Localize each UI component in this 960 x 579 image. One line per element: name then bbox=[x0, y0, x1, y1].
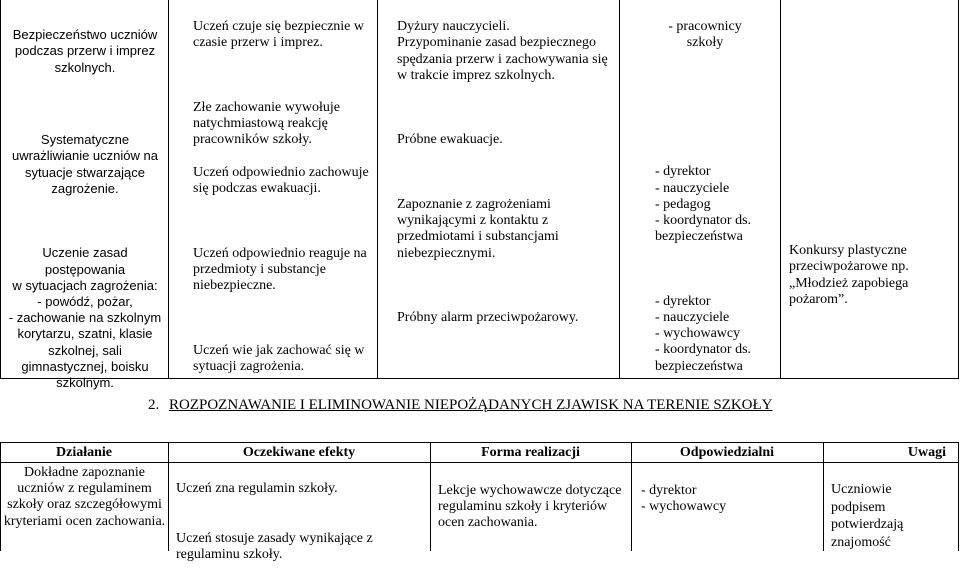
bottom-table-top bbox=[0, 442, 959, 443]
header-dzialanie: Działanie bbox=[56, 445, 112, 460]
col2-p3: Uczeń odpowiednio zachowuje się podczas ewakuacji. bbox=[193, 164, 369, 197]
header-oczekiwane-efekty: Oczekiwane efekty bbox=[242, 445, 356, 460]
col1-p1: Systematyczne uwrażliwianie uczniów na sytuacje stwarzające zagrożenie. bbox=[12, 132, 158, 196]
col2-p2: Złe zachowanie wywołuje natychmiastową reakcję pracowników szkoły. bbox=[193, 100, 340, 148]
section-title: ROZPOZNAWANIE I ELIMINOWANIE NIEPOŻĄDANYCH ZJAWISK NA TERENIE SZKOŁY bbox=[169, 397, 773, 413]
cell-dzialanie: Dokładne zapoznanie uczniów z regulaminem szkoły oraz szczegółowymi kryteriami ocen zachowania. bbox=[3, 465, 166, 529]
header-odpowiedzialni: Odpowiedzialni bbox=[679, 445, 775, 460]
spacer bbox=[655, 68, 779, 84]
col3-p2: Próbne ewakuacje. bbox=[397, 132, 503, 148]
efekty-1: Uczeń zna regulamin szkoły. bbox=[176, 481, 338, 497]
top-col-1 bbox=[6, 11, 164, 407]
col2-p1: Uczeń czuje się bezpiecznie w czasie przerw i imprez. bbox=[193, 19, 365, 51]
table-divider-2 bbox=[377, 0, 378, 379]
col2-p5: Uczeń wie jak zachować się w sytuacji zagrożenia. bbox=[193, 342, 365, 374]
spacer bbox=[397, 278, 617, 294]
bottom-table-header-line bbox=[0, 462, 959, 463]
header-forma-realizacji: Forma realizacji bbox=[481, 445, 580, 460]
table-border-left bbox=[0, 0, 1, 379]
spacer bbox=[193, 68, 375, 84]
col2-p4: Uczeń odpowiednio reaguje na przedmioty i substancje niebezpieczne. bbox=[193, 245, 367, 294]
cell-uwagi: Uczniowie podpisem potwierdzają znajomość bbox=[831, 482, 904, 550]
cell-efekty bbox=[176, 465, 426, 579]
col1-p2: Uczenie zasad postępowania w sytuacjach zagrożenia: - powódź, pożar, - zachowanie na szkolnym korytarzu, szatni, klasie szkolnej, sali gimnastycznej, boisku szkolnym. bbox=[8, 245, 162, 391]
top-col-3 bbox=[397, 3, 617, 343]
section-heading bbox=[148, 396, 848, 414]
table-divider-4 bbox=[780, 0, 781, 379]
col3-p3: Zapoznanie z zagrożeniami wynikającymi z kontaktu z przedmiotami i substancjami niebezpiecznymi. bbox=[397, 197, 559, 261]
bottom-table-right bbox=[958, 442, 959, 551]
col1-title: Bezpieczeństwo uczniów podczas przerw i imprez szkolnych. bbox=[12, 27, 158, 75]
header-uwagi: Uwagi bbox=[907, 445, 946, 460]
col4-p3: - dyrektor - nauczyciele - wychowawcy - koordynator ds. bezpieczeństwa bbox=[655, 293, 752, 374]
cell-forma: Lekcje wychowawcze dotyczące regulaminu szkoły i kryteriów ocen zachowania. bbox=[438, 483, 622, 531]
spacer bbox=[193, 213, 375, 229]
top-col-2 bbox=[193, 3, 375, 391]
table-divider-3 bbox=[619, 0, 620, 379]
col3-p4: Próbny alarm przeciwpożarowy. bbox=[397, 310, 579, 326]
cell-odpowiedzialni: - dyrektor - wychowawcy bbox=[641, 483, 727, 515]
spacer bbox=[6, 213, 164, 229]
section-number: 2. bbox=[148, 397, 160, 413]
col3-p1: Dyżury nauczycieli. Przypominanie zasad bezpiecznego spędzania przerw i zachowywania się w trakcie imprez szkolnych. bbox=[397, 19, 608, 83]
spacer bbox=[655, 262, 779, 278]
col5-p1: Konkursy plastyczne przeciwpożarowe np. „Młodzież zapobiega pożarom”. bbox=[789, 243, 909, 307]
col4-p2: - dyrektor - nauczyciele - pedagog - koordynator ds. bezpieczeństwa bbox=[655, 164, 752, 245]
efekty-2: Uczeń stosuje zasady wynikające z regulaminu szkoły. bbox=[176, 530, 373, 562]
spacer bbox=[397, 165, 617, 181]
table-divider-1 bbox=[168, 0, 169, 379]
spacer bbox=[655, 100, 779, 116]
table-border-right bbox=[958, 0, 959, 379]
top-col-4 bbox=[655, 3, 779, 391]
col4-p1: - pracownicy szkoły bbox=[668, 19, 742, 51]
spacer bbox=[6, 92, 164, 108]
spacer bbox=[193, 310, 375, 326]
top-col-5 bbox=[789, 227, 955, 324]
spacer bbox=[397, 100, 617, 116]
spacer bbox=[655, 132, 779, 148]
